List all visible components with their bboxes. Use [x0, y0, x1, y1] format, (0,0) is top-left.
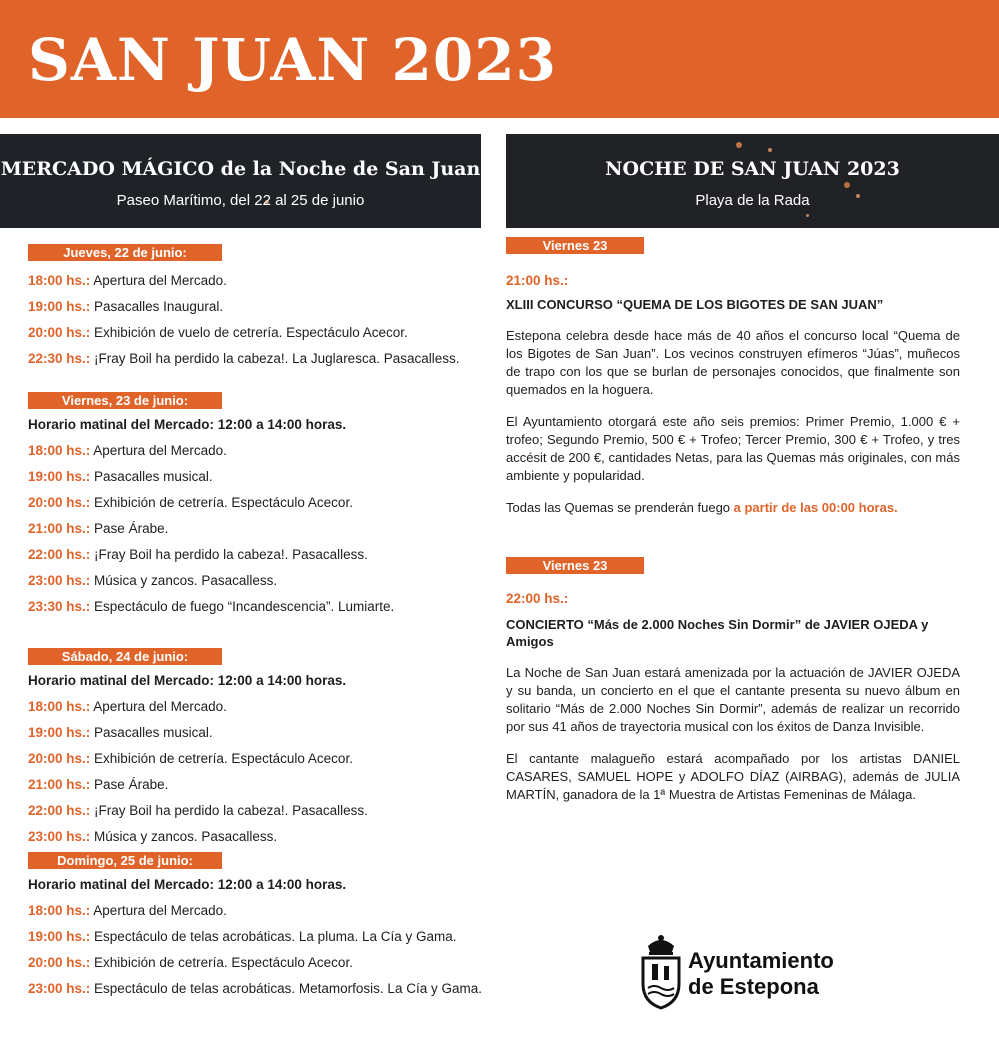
- market-schedule: [28, 244, 488, 1002]
- event-paragraph: Todas las Quemas se prenderán fuego a partir de las 00:00 horas.: [506, 500, 898, 515]
- schedule-item: 23:00 hs.: Música y zancos. Pasacalless.: [28, 573, 278, 588]
- right-header-title: NOCHE DE SAN JUAN 2023: [605, 158, 900, 180]
- day-block: [28, 244, 488, 372]
- left-header-subtitle: Paseo Marítimo, del 22 al 25 de junio: [116, 192, 365, 209]
- event-block: [506, 557, 960, 804]
- schedule-item: 20:00 hs.: Exhibición de cetrería. Espectáculo Acecor.: [28, 495, 353, 510]
- spark-decoration: [736, 142, 742, 148]
- right-header-subtitle: Playa de la Rada: [695, 192, 810, 209]
- coat-of-arms-icon: [640, 932, 682, 1010]
- schedule-item: 20:00 hs.: Exhibición de cetrería. Espectáculo Acecor.: [28, 955, 353, 970]
- right-header: [506, 134, 999, 228]
- schedule-item: 18:00 hs.: Apertura del Mercado.: [28, 443, 227, 458]
- left-header: [0, 134, 481, 228]
- event-time: 22:00 hs.:: [506, 591, 569, 606]
- schedule-item: 21:00 hs.: Pase Árabe.: [28, 521, 169, 536]
- schedule-item: 23:00 hs.: Espectáculo de telas acrobáticas. Metamorfosis. La Cía y Gama.: [28, 981, 482, 996]
- morning-hours: Horario matinal del Mercado: 12:00 a 14:00 horas.: [28, 877, 347, 892]
- schedule-item: 23:30 hs.: Espectáculo de fuego “Incandescencia”. Lumiarte.: [28, 599, 395, 614]
- day-badge: Viernes, 23 de junio:: [28, 392, 222, 409]
- day-badge: Sábado, 24 de junio:: [28, 648, 222, 665]
- schedule-item: 20:00 hs.: Exhibición de cetrería. Espectáculo Acecor.: [28, 751, 353, 766]
- event-paragraph: El cantante malagueño estará acompañado por los artistas DANIEL CASARES, SAMUEL HOPE y ADOLFO DÍAZ (AIRBAG), además de JULIA MARTÍN, ganadora de la 1ª Muestra de Artistas Femeninas de Málaga.: [506, 751, 960, 802]
- day-block: [28, 392, 488, 620]
- event-paragraph: El Ayuntamiento otorgará este año seis premios: Primer Premio, 1.000 € + trofeo; Segundo Premio, 500 € + Trofeo; Tercer Premio, 300 € + Trofeo, y tres accésit de 200 €, cantidades Netas, para las Quemas más originales, con más ambiente y popularidad.: [506, 414, 960, 483]
- event-paragraph: La Noche de San Juan estará amenizada por la actuación de JAVIER OJEDA y su banda, un concierto en el que el cantante presenta su nuevo álbum en solitario “Más de 2.000 Noches Sin Dormir”, además de realizar un recorrido por sus 41 años de trayectoria musical con los éxitos de Danza Invisible.: [506, 665, 960, 734]
- left-header-title: MERCADO MÁGICO de la Noche de San Juan: [0, 158, 481, 180]
- top-banner: [0, 0, 999, 118]
- schedule-item: 22:00 hs.: ¡Fray Boil ha perdido la cabeza!. Pasacalless.: [28, 803, 368, 818]
- event-title: CONCIERTO “Más de 2.000 Noches Sin Dormir” de JAVIER OJEDA y Amigos: [506, 617, 929, 649]
- event-time: 21:00 hs.:: [506, 273, 569, 288]
- logo-text: Ayuntamiento de Estepona: [688, 948, 834, 999]
- event-title: XLIII CONCURSO “QUEMA DE LOS BIGOTES DE SAN JUAN”: [506, 297, 884, 312]
- morning-hours: Horario matinal del Mercado: 12:00 a 14:00 horas.: [28, 673, 347, 688]
- day-badge: Viernes 23: [506, 237, 644, 254]
- schedule-item: 18:00 hs.: Apertura del Mercado.: [28, 903, 227, 918]
- spark-decoration: [768, 148, 772, 152]
- event-paragraph: Estepona celebra desde hace más de 40 años el concurso local “Quema de los Bigotes de San Juan”. Los vecinos construyen efímeros “Júas”, muñecos de trapo con los que se burlan de personajes conocidos, que finalmente son quemados en la hoguera.: [506, 328, 960, 397]
- schedule-item: 19:00 hs.: Espectáculo de telas acrobáticas. La pluma. La Cía y Gama.: [28, 929, 457, 944]
- schedule-item: 20:00 hs.: Exhibición de vuelo de cetrería. Espectáculo Acecor.: [28, 325, 408, 340]
- spark-decoration: [844, 182, 850, 188]
- schedule-item: 19:00 hs.: Pasacalles Inaugural.: [28, 299, 224, 314]
- schedule-item: 22:30 hs.: ¡Fray Boil ha perdido la cabeza!. La Juglaresca. Pasacalless.: [28, 351, 460, 366]
- schedule-item: 19:00 hs.: Pasacalles musical.: [28, 725, 213, 740]
- day-block: [28, 852, 488, 1002]
- day-badge: Jueves, 22 de junio:: [28, 244, 222, 261]
- schedule-item: 18:00 hs.: Apertura del Mercado.: [28, 699, 227, 714]
- page-title: SAN JUAN 2023: [28, 26, 557, 94]
- day-badge: Domingo, 25 de junio:: [28, 852, 222, 869]
- schedule-item: 23:00 hs.: Música y zancos. Pasacalless.: [28, 829, 278, 844]
- morning-hours: Horario matinal del Mercado: 12:00 a 14:00 horas.: [28, 417, 347, 432]
- spark-decoration: [806, 214, 809, 217]
- day-block: [28, 648, 488, 850]
- schedule-item: 19:00 hs.: Pasacalles musical.: [28, 469, 213, 484]
- schedule-item: 18:00 hs.: Apertura del Mercado.: [28, 273, 227, 288]
- day-badge: Viernes 23: [506, 557, 644, 574]
- schedule-item: 21:00 hs.: Pase Árabe.: [28, 777, 169, 792]
- schedule-item: 22:00 hs.: ¡Fray Boil ha perdido la cabeza!. Pasacalless.: [28, 547, 368, 562]
- event-block: [506, 237, 960, 517]
- beach-events: [506, 237, 960, 804]
